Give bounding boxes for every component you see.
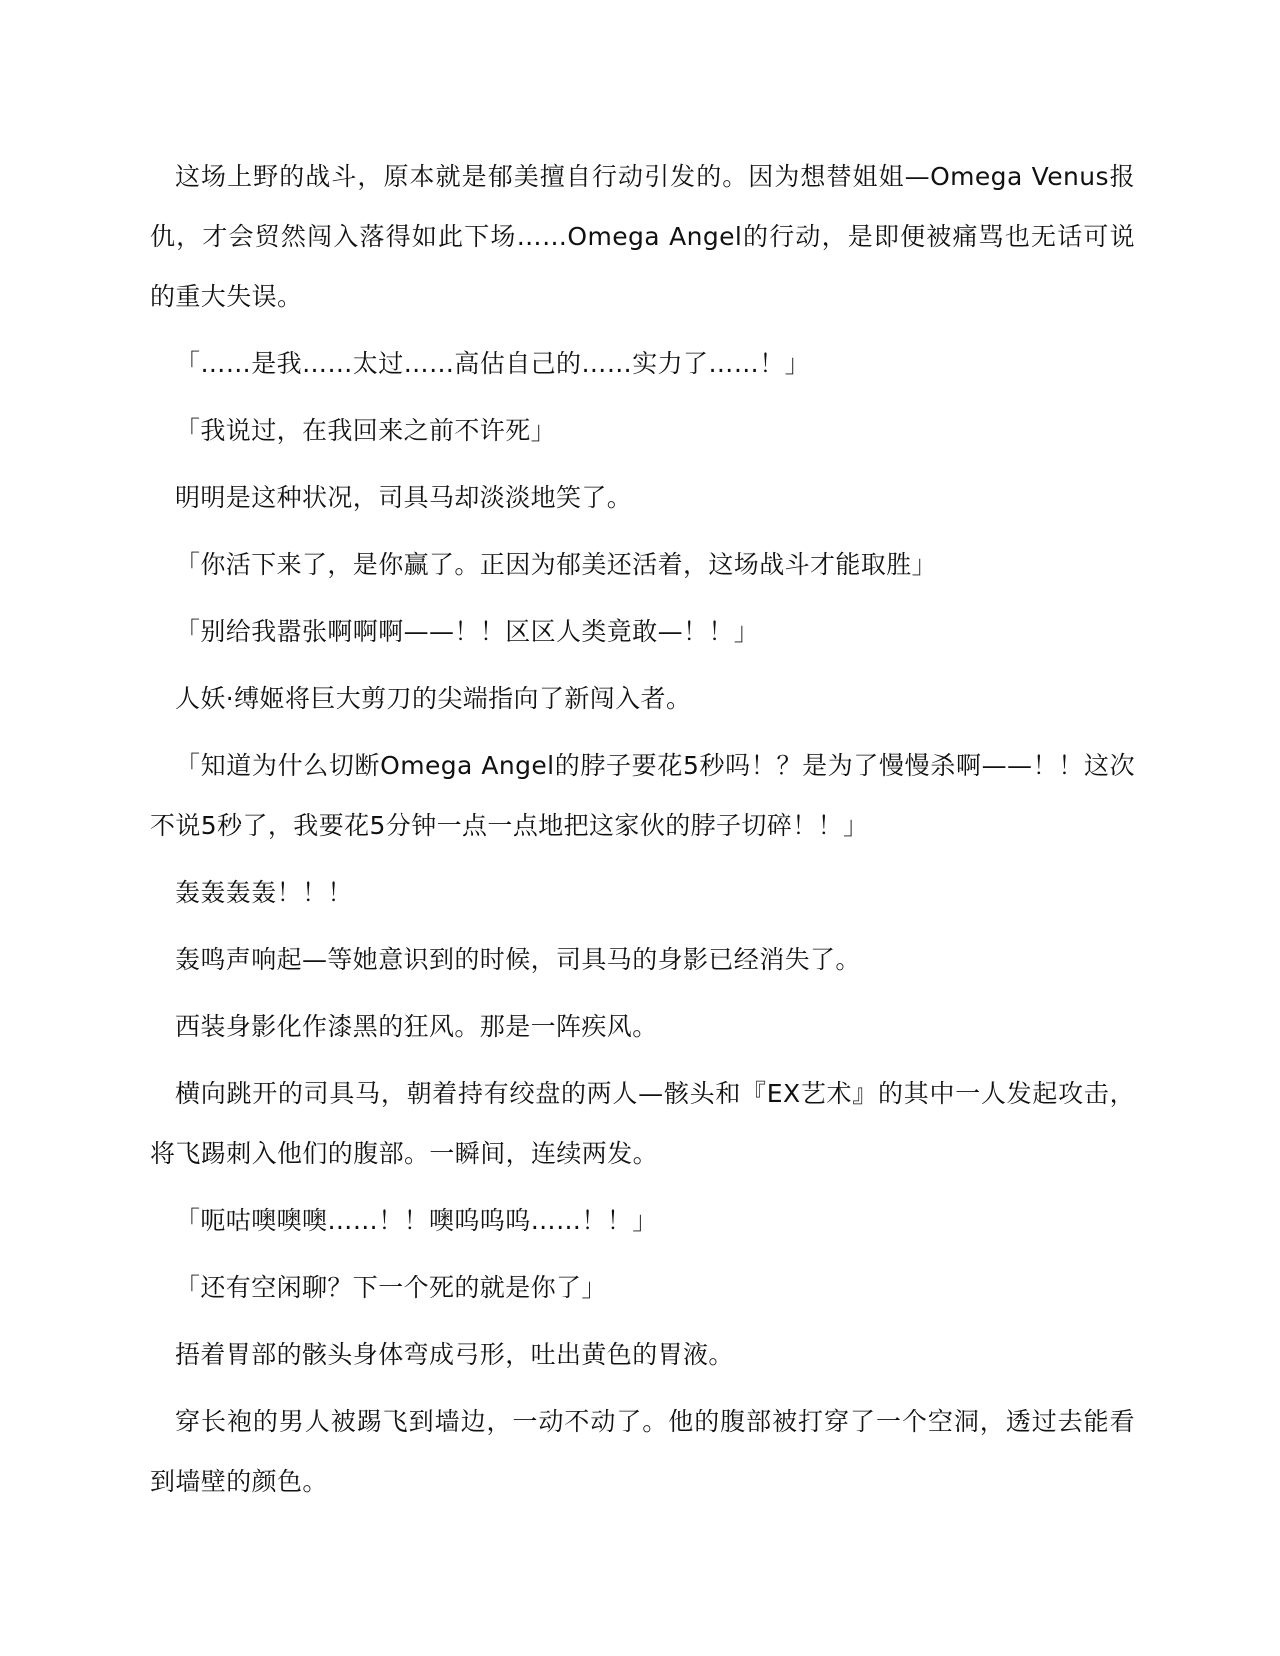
paragraph-4: 明明是这种状况，司具马却淡淡地笑了。	[175, 483, 633, 512]
paragraph-2: 「……是我……太过……高估自己的……实力了……！」	[175, 349, 811, 378]
document-page	[150, 147, 1135, 1519]
paragraph-7: 人妖·缚姬将巨大剪刀的尖端指向了新闯入者。	[175, 684, 692, 713]
paragraph-11: 西装身影化作漆黑的狂风。那是一阵疾风。	[175, 1012, 658, 1041]
paragraph-3: 「我说过，在我回来之前不许死」	[175, 416, 557, 445]
paragraph-6: 「别给我嚣张啊啊啊——！！区区人类竟敢—！！」	[175, 617, 760, 646]
paragraph-14: 「还有空闲聊？下一个死的就是你了」	[175, 1273, 607, 1302]
paragraph-16: 穿长袍的男人被踢飞到墙边，一动不动了。他的腹部被打穿了一个空洞，透过去能看到墙壁的颜色。	[150, 1407, 1135, 1496]
paragraph-15: 捂着胃部的骸头身体弯成弓形，吐出黄色的胃液。	[175, 1340, 734, 1369]
paragraph-13: 「呃咕噢噢噢……！！噢呜呜呜……！！」	[175, 1206, 658, 1235]
paragraph-10: 轰鸣声响起—等她意识到的时候，司具马的身影已经消失了。	[175, 945, 861, 974]
paragraph-12: 横向跳开的司具马，朝着持有绞盘的两人—骸头和『EX艺术』的其中一人发起攻击，将飞踢刺入他们的腹部。一瞬间，连续两发。	[150, 1079, 1135, 1168]
paragraph-9: 轰轰轰轰！！！	[175, 878, 353, 907]
paragraph-8: 「知道为什么切断Omega Angel的脖子要花5秒吗！？是为了慢慢杀啊——！！这次不说5秒了，我要花5分钟一点一点地把这家伙的脖子切碎！！」	[150, 751, 1135, 840]
paragraph-1: 这场上野的战斗，原本就是郁美擅自行动引发的。因为想替姐姐—Omega Venus报仇，才会贸然闯入落得如此下场……Omega Angel的行动，是即便被痛骂也无话可说的重大失误。	[150, 162, 1135, 311]
paragraph-5: 「你活下来了，是你赢了。正因为郁美还活着，这场战斗才能取胜」	[175, 550, 938, 579]
